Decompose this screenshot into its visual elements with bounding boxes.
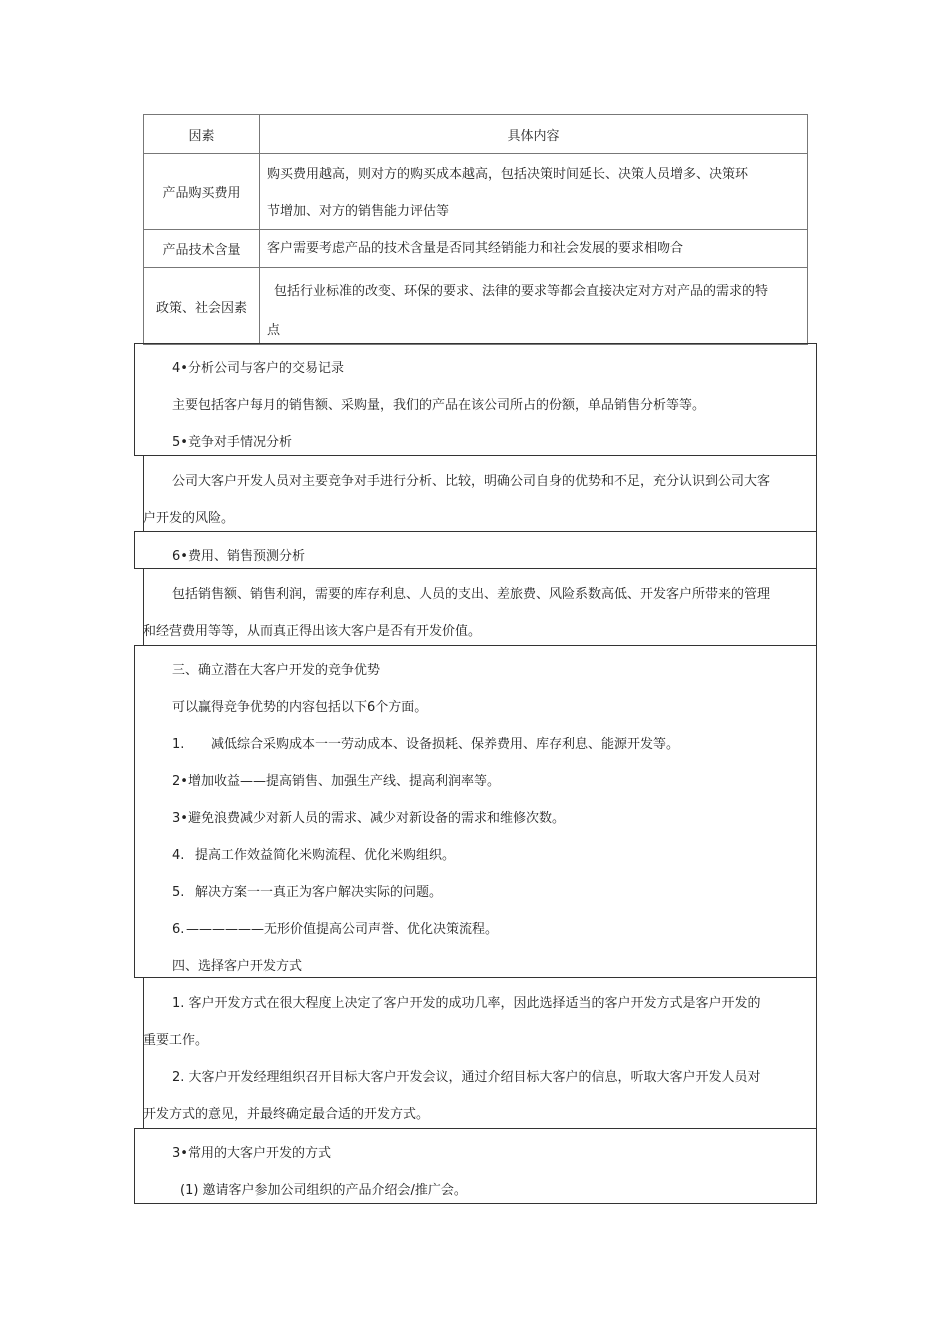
part-4-paragraph: 2. 大客户开发经理组织召开目标大客户开发会议，通过介绍目标大客户的信息，听取大客户开发人员对 <box>172 1070 761 1085</box>
section-5-paragraph: 公司大客户开发人员对主要竞争对手进行分析、比较，明确公司自身的优势和不足，充分认识到公司大客 <box>172 474 771 489</box>
table-cell-content: 包括行业标准的改变、环保的要求、法律的要求等都会直接决定对方对产品的需求的特 <box>274 284 769 299</box>
section-4-heading: 4•分析公司与客户的交易记录 <box>172 361 344 376</box>
section-5-box <box>143 455 817 532</box>
table-cell-content: 节增加、对方的销售能力评估等 <box>267 204 450 219</box>
list-item-number: 5. <box>172 885 185 900</box>
list-item-number: 1. <box>172 737 185 752</box>
list-item-number: 6. <box>172 922 185 937</box>
section-4-paragraph: 主要包括客户每月的销售额、采购量，我们的产品在该公司所占的份额，单品销售分析等等。 <box>172 398 706 413</box>
factor-table <box>143 114 808 345</box>
list-item-text: 2•增加收益——提高销售、加强生产线、提高利润率等。 <box>172 774 500 789</box>
list-item-text: ——————无形价值提高公司声誉、优化决策流程。 <box>186 922 499 937</box>
common-methods-item: (1) 邀请客户参加公司组织的产品介绍会/推广会。 <box>180 1183 467 1198</box>
part-4-paragraph: 1. 客户开发方式在很大程度上决定了客户开发的成功几率，因此选择适当的客户开发方式是客户开发的 <box>172 996 761 1011</box>
section-5-heading: 5•竞争对手情况分析 <box>172 435 292 450</box>
list-item-text: 3•避免浪费减少对新人员的需求、减少对新设备的需求和维修次数。 <box>172 811 565 826</box>
list-item-text: 解决方案一一真正为客户解决实际的问题。 <box>195 885 443 900</box>
part-3-intro: 可以赢得竞争优势的内容包括以下6个方面。 <box>172 700 428 715</box>
table-cell-content: 购买费用越高，则对方的购买成本越高，包括决策时间延长、决策人员增多、决策环 <box>267 167 749 182</box>
list-item-text: 减低综合采购成本一一劳动成本、设备损耗、保养费用、库存利息、能源开发等。 <box>211 737 680 752</box>
table-cell-factor: 政策、社会因素 <box>155 300 247 316</box>
part-4-heading: 四、选择客户开发方式 <box>172 959 303 974</box>
part-4-paragraph: 重要工作。 <box>143 1033 209 1048</box>
table-cell-content: 点 <box>267 323 281 338</box>
common-methods-heading: 3•常用的大客户开发的方式 <box>172 1146 331 1161</box>
section-5-paragraph: 户开发的风险。 <box>143 511 235 526</box>
table-cell-factor: 产品购买费用 <box>162 186 241 201</box>
table-cell-content: 客户需要考虑产品的技术含量是否同其经销能力和社会发展的要求相吻合 <box>267 241 684 256</box>
list-item-text: 提高工作效益简化米购流程、优化米购组织。 <box>195 848 456 863</box>
table-header-factor: 因素 <box>188 128 215 144</box>
table-cell-factor: 产品技术含量 <box>162 243 241 258</box>
part-4-paragraph: 开发方式的意见，并最终确定最合适的开发方式。 <box>143 1107 430 1122</box>
section-6-paragraph: 包括销售额、销售利润，需要的库存利息、人员的支出、差旅费、风险系数高低、开发客户所带来的管理 <box>172 587 771 602</box>
section-6-paragraph: 和经营费用等等，从而真正得出该大客户是否有开发价值。 <box>143 624 482 639</box>
section-6-heading: 6•费用、销售预测分析 <box>172 549 305 564</box>
list-item-number: 4. <box>172 848 185 863</box>
table-header-content: 具体内容 <box>507 128 560 144</box>
part-3-heading: 三、确立潜在大客户开发的竞争优势 <box>172 663 381 678</box>
